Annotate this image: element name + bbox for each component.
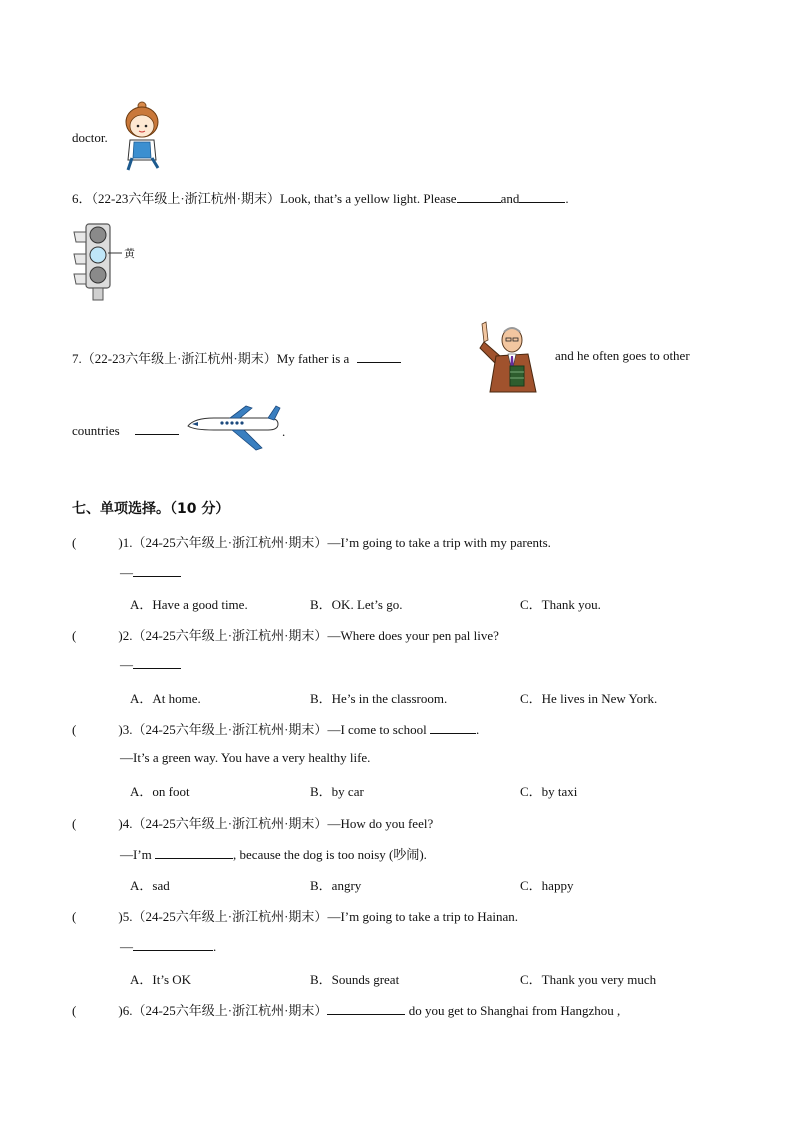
mc-question-1: ( )1.（24-25六年级上·浙江杭州·期末）—I’m going to take a trip with my parents. [72, 535, 551, 550]
mc-question-4: ( )4.（24-25六年级上·浙江杭州·期末）—How do you feel? [72, 816, 434, 831]
answer-blank[interactable] [430, 721, 476, 734]
option-c[interactable]: C．happy [520, 878, 574, 893]
option-a[interactable]: A．It’s OK [130, 972, 192, 987]
girl-illustration [118, 100, 166, 174]
mc-question-2: ( )2.（24-25六年级上·浙江杭州·期末）—Where does your pen pal live? [72, 628, 499, 643]
option-b[interactable]: B．He’s in the classroom. [310, 691, 448, 706]
question-7-end: . [282, 424, 286, 439]
answer-blank[interactable] [135, 422, 179, 435]
option-b[interactable]: B．Sounds great [310, 972, 400, 987]
mc-question-5-line2: — . [120, 939, 217, 954]
option-a[interactable]: A．sad [130, 878, 170, 893]
option-c[interactable]: C．Thank you. [520, 597, 601, 612]
option-c[interactable]: C．He lives in New York. [520, 691, 658, 706]
mc-question-5: ( )5.（24-25六年级上·浙江杭州·期末）—I’m going to take a trip to Hainan. [72, 909, 519, 924]
answer-blank[interactable] [155, 846, 233, 859]
option-a[interactable]: A．Have a good time. [130, 597, 248, 612]
traffic-light-illustration [72, 222, 142, 302]
option-c[interactable]: C．Thank you very much [520, 972, 657, 987]
mc-question-1-line2: — [120, 564, 181, 581]
airplane-illustration [184, 404, 282, 454]
mc-question-4-line2: —I’m , because the dog is too noisy (吵闹). [120, 847, 427, 862]
question-7-top [72, 348, 401, 367]
question-number: 7. [72, 351, 82, 366]
doctor-text: doctor. [72, 130, 108, 145]
option-b[interactable]: B．by car [310, 784, 364, 799]
question-source: （22-23六年级上·浙江杭州·期末） [81, 351, 277, 366]
question-stem: My father is a [276, 351, 350, 366]
question-7-after: and he often goes to other [555, 348, 690, 363]
answer-blank[interactable] [133, 656, 181, 669]
businessman-illustration [478, 320, 548, 394]
option-b[interactable]: B．angry [310, 878, 362, 893]
option-b[interactable]: B．OK. Let’s go. [310, 597, 403, 612]
option-a[interactable]: A．At home. [130, 691, 201, 706]
option-a[interactable]: A．on foot [130, 784, 190, 799]
mc-question-2-line2: — [120, 656, 181, 673]
answer-blank[interactable] [457, 190, 501, 203]
question-source: （22-23六年级上·浙江杭州·期末） [91, 191, 281, 206]
answer-blank[interactable] [327, 1002, 405, 1015]
answer-blank[interactable] [519, 190, 565, 203]
light-label: 黄 [124, 247, 135, 260]
mc-question-6: ( )6.（24-25六年级上·浙江杭州·期末） do you get to Shanghai from Hangzhou , [72, 1003, 621, 1018]
answer-blank[interactable] [133, 938, 213, 951]
mc-question-3: ( )3.（24-25六年级上·浙江杭州·期末）—I come to school . [72, 722, 480, 737]
mc-question-3-line2: —It’s a green way. You have a very healthy life. [120, 750, 371, 765]
answer-blank[interactable] [357, 350, 401, 363]
question-stem: Look, that’s a yellow light. Please [280, 191, 457, 206]
question-number: 6． [72, 191, 92, 206]
question-7-line2: countries [72, 422, 179, 439]
answer-blank[interactable] [133, 564, 181, 577]
section-title: 七、单项选择。（10 分） [72, 501, 230, 517]
option-c[interactable]: C．by taxi [520, 784, 578, 799]
question-6-top: 6．（22-23六年级上·浙江杭州·期末）Look, that’s a yellow light. Please and . [72, 191, 569, 206]
